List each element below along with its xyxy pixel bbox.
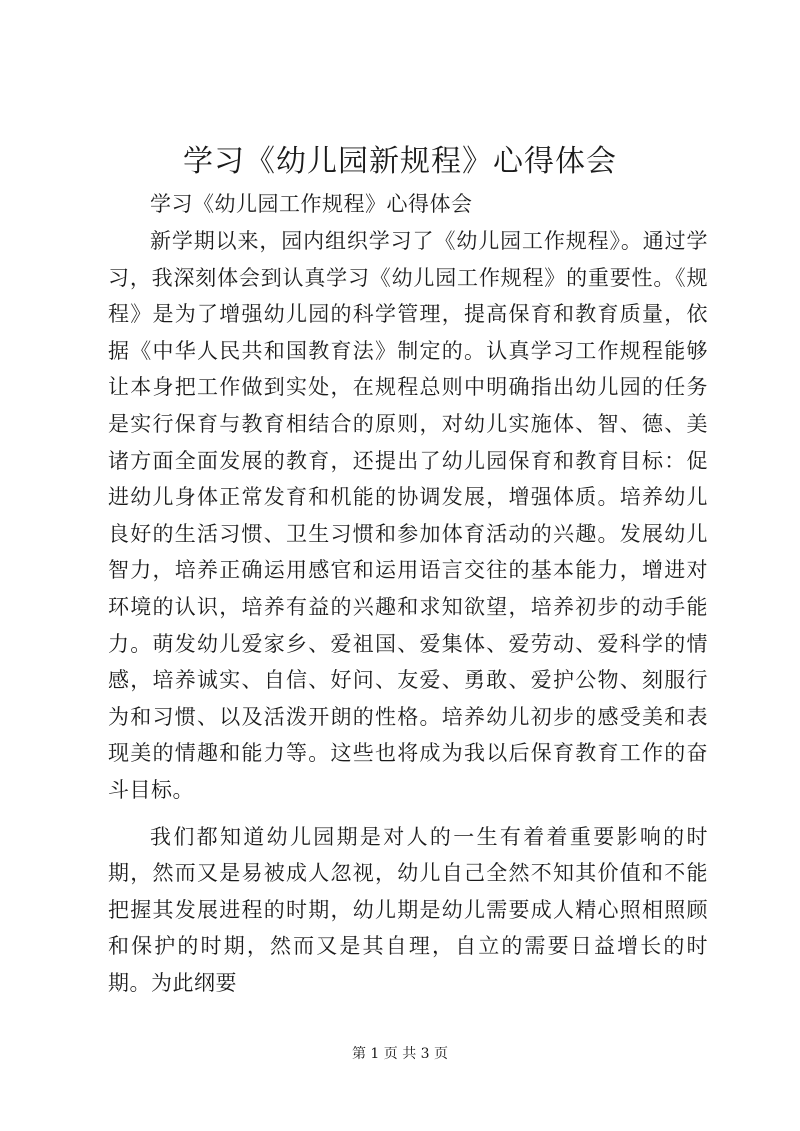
body-paragraph-2: 我们都知道幼儿园期是对人的一生有着着重要影响的时期，然而又是易被成人忽视，幼儿自己全然不知其价值和不能把握其发展进程的时期，幼儿期是幼儿需要成人精心照相照顾和保护的时期，然而又是其自理，自立的需要日益增长的时期。为此纲要 — [108, 824, 708, 995]
document-title: 学习《幼儿园新规程》心得体会 — [183, 144, 617, 179]
page-footer: 第 1 页 共 3 页 — [351, 1046, 449, 1062]
document-body — [108, 186, 708, 1001]
document-subtitle: 学习《幼儿园工作规程》心得体会 — [150, 192, 473, 216]
body-paragraph-1: 新学期以来，园内组织学习了《幼儿园工作规程》。通过学习，我深刻体会到认真学习《幼儿园工作规程》的重要性。《规程》是为了增强幼儿园的科学管理，提高保育和教育质量，依据《中华人民共和国教育法》制定的。认真学习工作规程能够让本身把工作做到实处，在规程总则中明确指出幼儿园的任务是实行保育与教育相结合的原则，对幼儿实施体、智、德、美诸方面全面发展的教育，还提出了幼儿园保育和教育目标：促进幼儿身体正常发育和机能的协调发展，增强体质。培养幼儿良好的生活习惯、卫生习惯和参加体育活动的兴趣。发展幼儿智力，培养正确运用感官和运用语言交往的基本能力，增进对环境的认识，培养有益的兴趣和求知欲望，培养初步的动手能力。萌发幼儿爱家乡、爱祖国、爱集体、爱劳动、爱科学的情感，培养诚实、自信、好问、友爱、勇敢、爱护公物、刻服行为和习惯、以及活泼开朗的性格。培养幼儿初步的感受美和表现美的情趣和能力等。这些也将成为我以后保育教育工作的奋斗目标。 — [108, 229, 708, 802]
